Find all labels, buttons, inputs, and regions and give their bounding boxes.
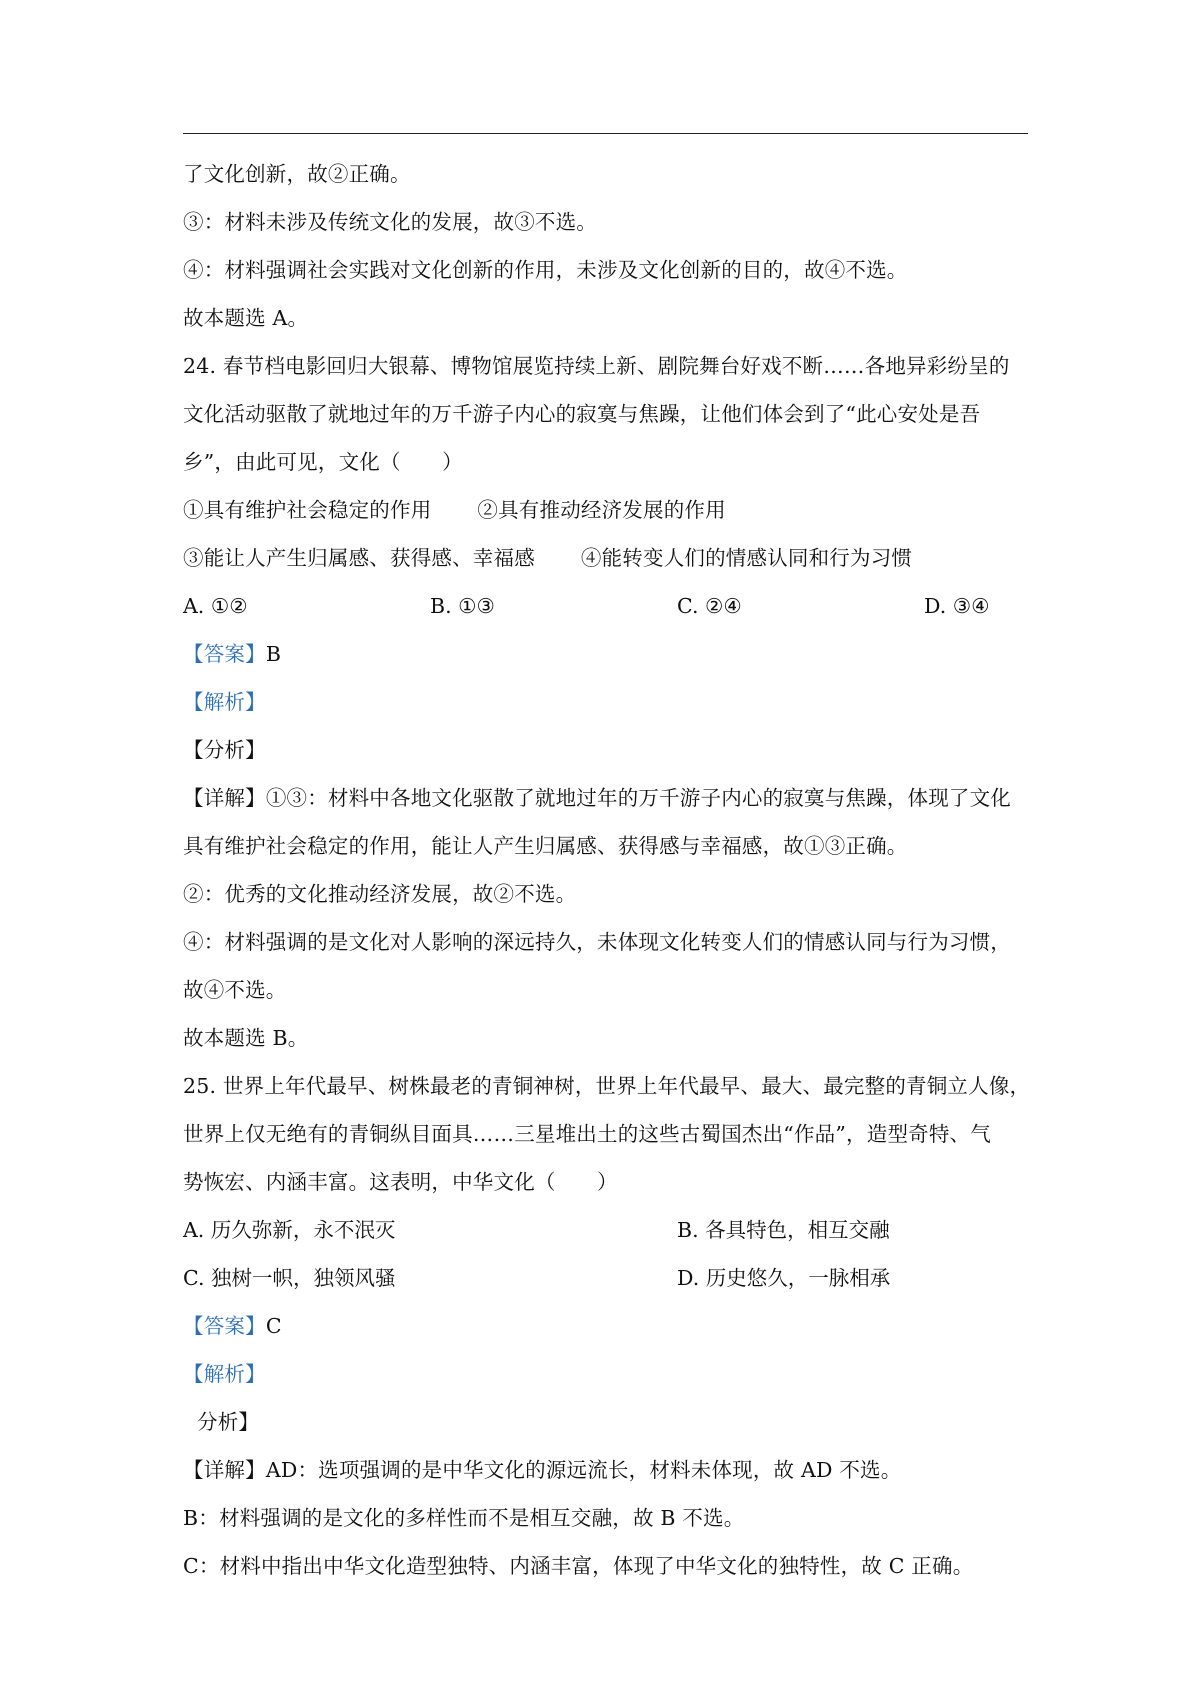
- answer-tag: 【答案】: [183, 1314, 266, 1338]
- text-line: 了文化创新，故②正确。: [183, 162, 411, 186]
- q24-analysis-tag: [183, 678, 1028, 726]
- q25-stem: 25. 世界上年代最早、树株最老的青铜神树，世界上年代最早、最大、最完整的青铜立人像，: [183, 1074, 1031, 1098]
- header-rule: [183, 133, 1028, 134]
- detail-text: ①③：材料中各地文化驱散了就地过年的万千游子内心的寂寞与焦躁，体现了文化: [265, 786, 1012, 810]
- option-b: B. ①③: [430, 594, 495, 618]
- q24-items-row-2: [183, 534, 1028, 582]
- q25-detail: C：材料中指出中华文化造型独特、内涵丰富，体现了中华文化的独特性，故 C 正确。: [183, 1554, 974, 1578]
- q24-items-row-1: [183, 486, 1028, 534]
- text-line: 故本题选 A。: [183, 306, 309, 330]
- option-d: D. 历史悠久，一脉相承: [677, 1266, 891, 1290]
- q24-item: ①具有维护社会稳定的作用: [183, 498, 432, 522]
- q24-detail: ④：材料强调的是文化对人影响的深远持久，未体现文化转变人们的情感认同与行为习惯，: [183, 930, 1011, 954]
- q24-stem: 24. 春节档电影回归大银幕、博物馆展览持续上新、剧院舞台好戏不断……各地异彩纷呈的: [183, 354, 1010, 378]
- text-line: ④：材料强调社会实践对文化创新的作用，未涉及文化创新的目的，故④不选。: [183, 258, 908, 282]
- text-line: ③：材料未涉及传统文化的发展，故③不选。: [183, 210, 597, 234]
- q24-stem: 乡”，由此可见，文化（ ）: [183, 450, 463, 474]
- option-c: C. 独树一帜，独领风骚: [183, 1266, 396, 1290]
- q24-detail: 具有维护社会稳定的作用，能让人产生归属感、获得感与幸福感，故①③正确。: [183, 834, 908, 858]
- q25-detail: [183, 1446, 1028, 1494]
- q25-options-row-1: [183, 1206, 1028, 1254]
- q25-options-row-2: [183, 1254, 1028, 1302]
- answer-tag: 【答案】: [183, 642, 266, 666]
- q25-detail: B：材料强调的是文化的多样性而不是相互交融，故 B 不选。: [183, 1506, 745, 1530]
- answer-value: C: [265, 1314, 282, 1338]
- q24-stem: 文化活动驱散了就地过年的万千游子内心的寂寞与焦躁，让他们体会到了“此心安处是吾: [183, 402, 981, 426]
- document-body: [183, 150, 1031, 1590]
- q24-detail: [183, 774, 1028, 822]
- option-c: C. ②④: [677, 594, 742, 618]
- q24-detail: ②：优秀的文化推动经济发展，故②不选。: [183, 882, 577, 906]
- q25-analysis-tag: [183, 1350, 1028, 1398]
- q25-stem: 势恢宏、内涵丰富。这表明，中华文化（ ）: [183, 1170, 618, 1194]
- q25-fenxi: 分析】: [197, 1410, 260, 1434]
- answer-value: B: [265, 642, 282, 666]
- q24-options: [183, 582, 1028, 630]
- q24-detail: 故④不选。: [183, 978, 287, 1002]
- option-a: A. ①②: [183, 594, 248, 618]
- detail-tag: 【详解】: [183, 1458, 266, 1482]
- q24-answer: [183, 630, 1028, 678]
- analysis-tag: 【解析】: [183, 1362, 266, 1386]
- option-d: D. ③④: [924, 594, 990, 618]
- q24-item: ③能让人产生归属感、获得感、幸福感: [183, 546, 535, 570]
- q24-fenxi: 【分析】: [183, 738, 266, 762]
- detail-tag: 【详解】: [183, 786, 266, 810]
- q24-item: ②具有推动经济发展的作用: [477, 498, 726, 522]
- option-a: A. 历久弥新，永不泯灭: [183, 1218, 396, 1242]
- q25-stem: 世界上仅无绝有的青铜纵目面具……三星堆出土的这些古蜀国杰出“作品”，造型奇特、气: [183, 1122, 991, 1146]
- q25-answer: [183, 1302, 1028, 1350]
- q24-conclusion: 故本题选 B。: [183, 1026, 309, 1050]
- analysis-tag: 【解析】: [183, 690, 266, 714]
- option-b: B. 各具特色，相互交融: [677, 1218, 890, 1242]
- q24-item: ④能转变人们的情感认同和行为习惯: [580, 546, 913, 570]
- detail-text: AD：选项强调的是中华文化的源远流长，材料未体现，故 AD 不选。: [265, 1458, 902, 1482]
